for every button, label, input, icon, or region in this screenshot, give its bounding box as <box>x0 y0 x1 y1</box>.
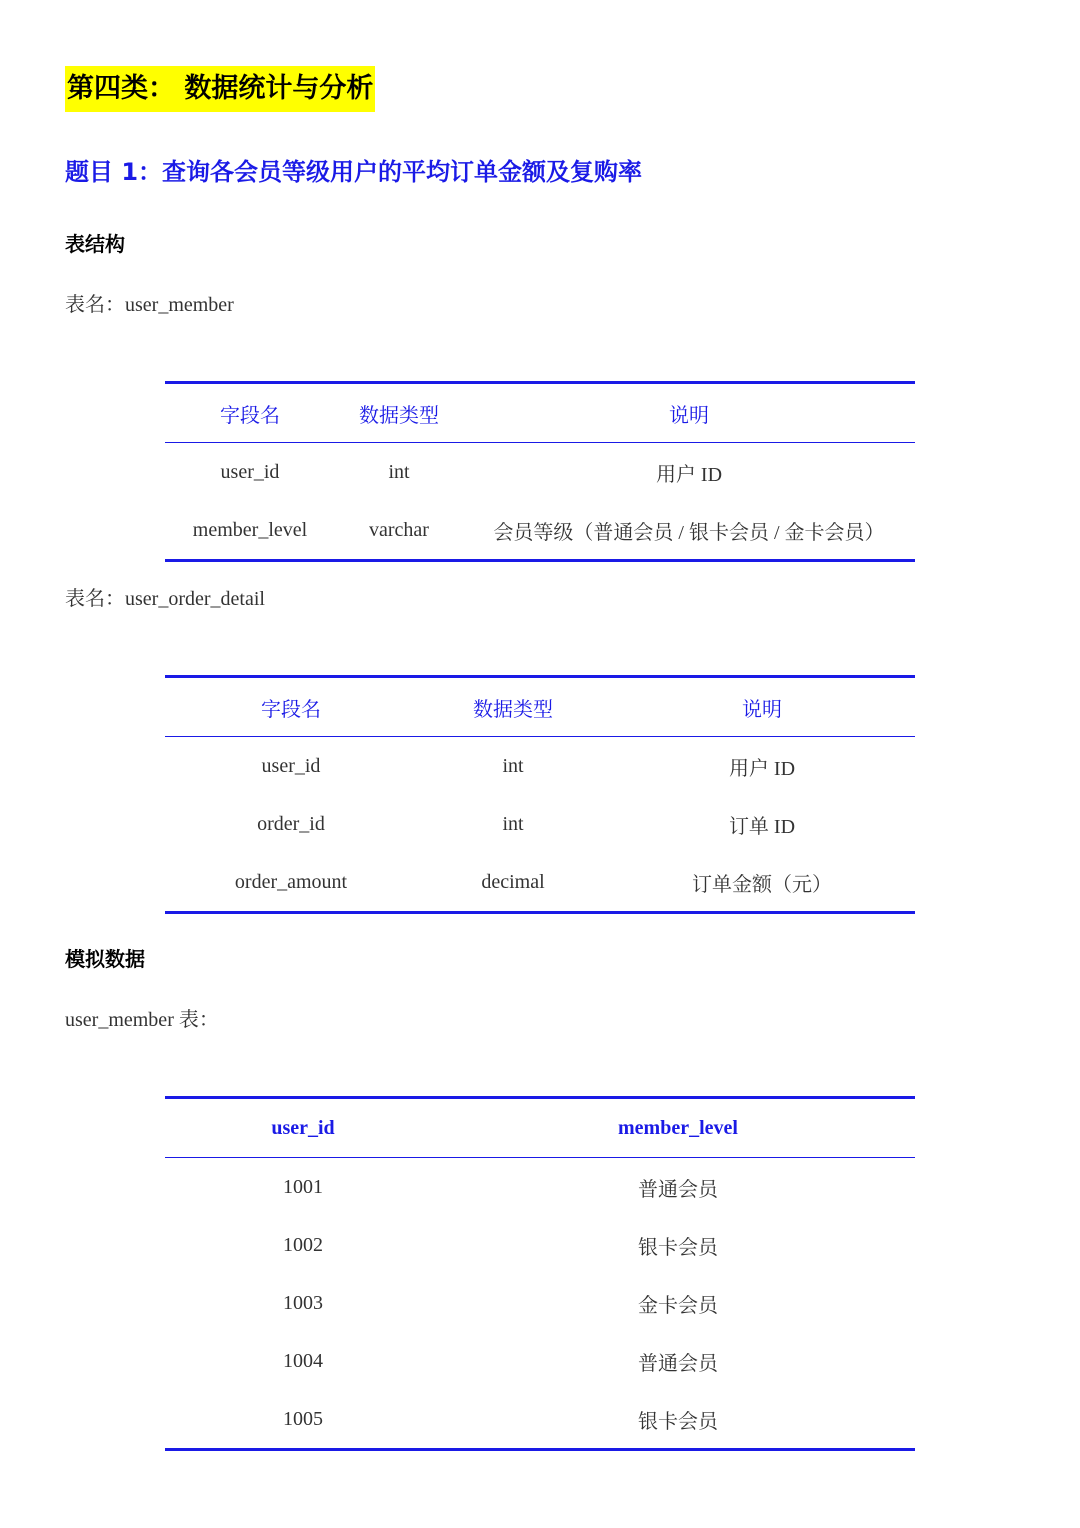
table-cell: 用户 ID <box>728 757 796 780</box>
table-cell: 用户 ID <box>655 463 723 486</box>
column-header: 数据类型 <box>335 383 463 443</box>
table-cell: order_amount <box>234 870 348 893</box>
table-row <box>165 737 915 796</box>
user-order-detail-schema-table <box>165 675 915 914</box>
table-cell: 1002 <box>283 1233 323 1256</box>
table-cell: 普通会员 <box>638 1178 718 1201</box>
table-cell: member_level <box>192 518 308 541</box>
column-header: user_id <box>165 1098 441 1158</box>
table-row <box>165 1274 915 1332</box>
table-cell: 会员等级（普通会员 / 银卡会员 / 金卡会员） <box>493 521 885 544</box>
table2-caption: 表名：user_order_detail <box>65 588 265 610</box>
table-header-row <box>165 1098 915 1158</box>
table-cell: 金卡会员 <box>638 1294 718 1317</box>
column-header: 字段名 <box>165 677 417 737</box>
table-cell: user_id <box>220 460 280 483</box>
table-cell: 1001 <box>283 1175 323 1198</box>
table-cell: decimal <box>481 870 545 893</box>
table-row <box>165 795 915 853</box>
table-row <box>165 853 915 913</box>
category-title: 第四类： 数据统计与分析 <box>65 66 375 112</box>
table-cell: 普通会员 <box>638 1352 718 1375</box>
table-cell: 1003 <box>283 1291 323 1314</box>
table-cell: user_id <box>261 754 321 777</box>
table-cell: int <box>502 812 524 835</box>
column-header: 说明 <box>463 383 915 443</box>
table-header-row <box>165 677 915 737</box>
table-cell: 银卡会员 <box>638 1236 718 1259</box>
table-cell: varchar <box>369 518 429 541</box>
table-row <box>165 443 915 502</box>
table-cell: 订单金额（元） <box>692 873 832 896</box>
table-row <box>165 1390 915 1450</box>
table-row <box>165 501 915 561</box>
table-cell: order_id <box>257 812 325 835</box>
table-cell: 订单 ID <box>728 815 796 838</box>
table-cell: 银卡会员 <box>638 1410 718 1433</box>
table-header-row <box>165 383 915 443</box>
column-header: member_level <box>441 1098 915 1158</box>
column-header: 说明 <box>609 677 915 737</box>
column-header: 字段名 <box>165 383 335 443</box>
user-member-schema-table <box>165 381 915 562</box>
user-member-data-table <box>165 1096 915 1451</box>
table-cell: 1005 <box>283 1407 323 1430</box>
table-row <box>165 1216 915 1274</box>
question-title: 题目 1：查询各会员等级用户的平均订单金额及复购率 <box>65 158 643 186</box>
table3-caption: user_member 表： <box>65 1009 219 1031</box>
table-cell: int <box>388 460 410 483</box>
schema-heading: 表结构 <box>65 232 125 256</box>
table-cell: 1004 <box>283 1349 323 1372</box>
table1-caption: 表名：user_member <box>65 294 234 316</box>
column-header: 数据类型 <box>417 677 609 737</box>
table-cell: int <box>502 754 524 777</box>
table-row <box>165 1158 915 1217</box>
table-row <box>165 1332 915 1390</box>
mock-data-heading: 模拟数据 <box>65 947 145 971</box>
